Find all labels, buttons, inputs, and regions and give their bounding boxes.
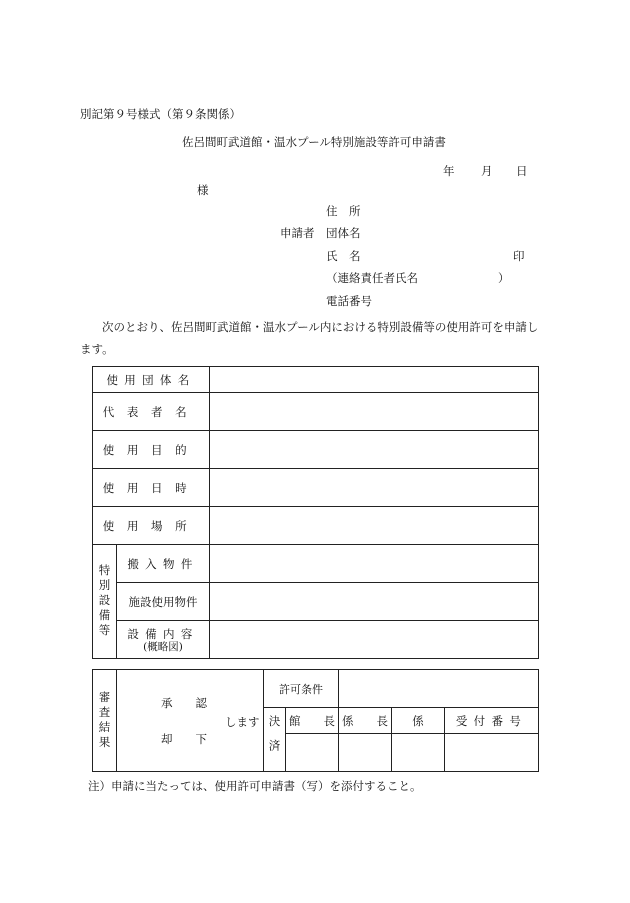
carry-in-field[interactable] (210, 545, 539, 583)
purpose-label: 使用目的 (93, 431, 210, 469)
representative-label: 代表者名 (93, 393, 210, 431)
datetime-field[interactable] (210, 469, 539, 507)
chief-seal-field[interactable] (339, 734, 392, 772)
date-day: 日 (516, 164, 528, 178)
director-label: 館 長 (286, 708, 339, 734)
footnote: 注）申請に当たっては、使用許可申請書（写）を添付すること。 (88, 779, 422, 793)
equipment-field[interactable] (210, 621, 539, 659)
datetime-label: 使用日時 (93, 469, 210, 507)
receipt-number-field[interactable] (445, 734, 539, 772)
date-month: 月 (481, 164, 493, 178)
applicant-label: 申請者 (280, 226, 315, 240)
application-table (92, 366, 539, 659)
contact-person-open: （連絡責任者氏名 (326, 271, 418, 285)
facility-items-field[interactable] (210, 583, 539, 621)
form-number: 別記第９号様式（第９条関係） (80, 107, 241, 121)
approve-reject-cell (117, 670, 264, 772)
special-equipment-label: 特別設備等 (93, 545, 117, 659)
representative-field[interactable] (210, 393, 539, 431)
document-title: 佐呂間町武道館・温水プール特別施設等許可申請書 (182, 135, 446, 149)
reject-option[interactable]: 却 下 (161, 732, 207, 746)
review-table (92, 669, 539, 772)
contact-person-close: ） (498, 271, 510, 285)
director-seal-field[interactable] (286, 734, 339, 772)
seal-mark: 印 (513, 249, 525, 263)
equipment-sub-label: (概略図) (143, 640, 183, 653)
staff-label: 係 (392, 708, 445, 734)
facility-items-label: 施設使用物件 (117, 583, 210, 621)
chief-label: 係 長 (339, 708, 392, 734)
decision-label: 決済 (264, 708, 286, 772)
applicant-address-label: 住 所 (326, 204, 361, 218)
group-name-label: 使用団体名 (93, 367, 210, 393)
addressee-suffix: 様 (197, 183, 209, 197)
receipt-number-label: 受付番号 (445, 708, 539, 734)
place-field[interactable] (210, 507, 539, 545)
group-name-field[interactable] (210, 367, 539, 393)
place-label: 使用場所 (93, 507, 210, 545)
phone-label: 電話番号 (326, 294, 372, 308)
review-result-label: 審査結果 (93, 670, 117, 772)
purpose-field[interactable] (210, 431, 539, 469)
staff-seal-field[interactable] (392, 734, 445, 772)
body-text-line1: 次のとおり、佐呂間町武道館・温水プール内における特別設備等の使用許可を申請し (102, 320, 539, 334)
date-year: 年 (443, 164, 455, 178)
body-text-line2: ます。 (80, 342, 114, 356)
permit-conditions-label: 許可条件 (264, 670, 339, 708)
applicant-name-label: 氏 名 (326, 249, 361, 263)
equipment-label: 設備内容 (概略図) (117, 621, 210, 659)
decision-suffix: します (225, 715, 260, 729)
permit-conditions-field[interactable] (339, 670, 539, 708)
applicant-group-label: 団体名 (326, 226, 361, 240)
approve-option[interactable]: 承 認 (161, 696, 207, 710)
carry-in-label: 搬入物件 (117, 545, 210, 583)
